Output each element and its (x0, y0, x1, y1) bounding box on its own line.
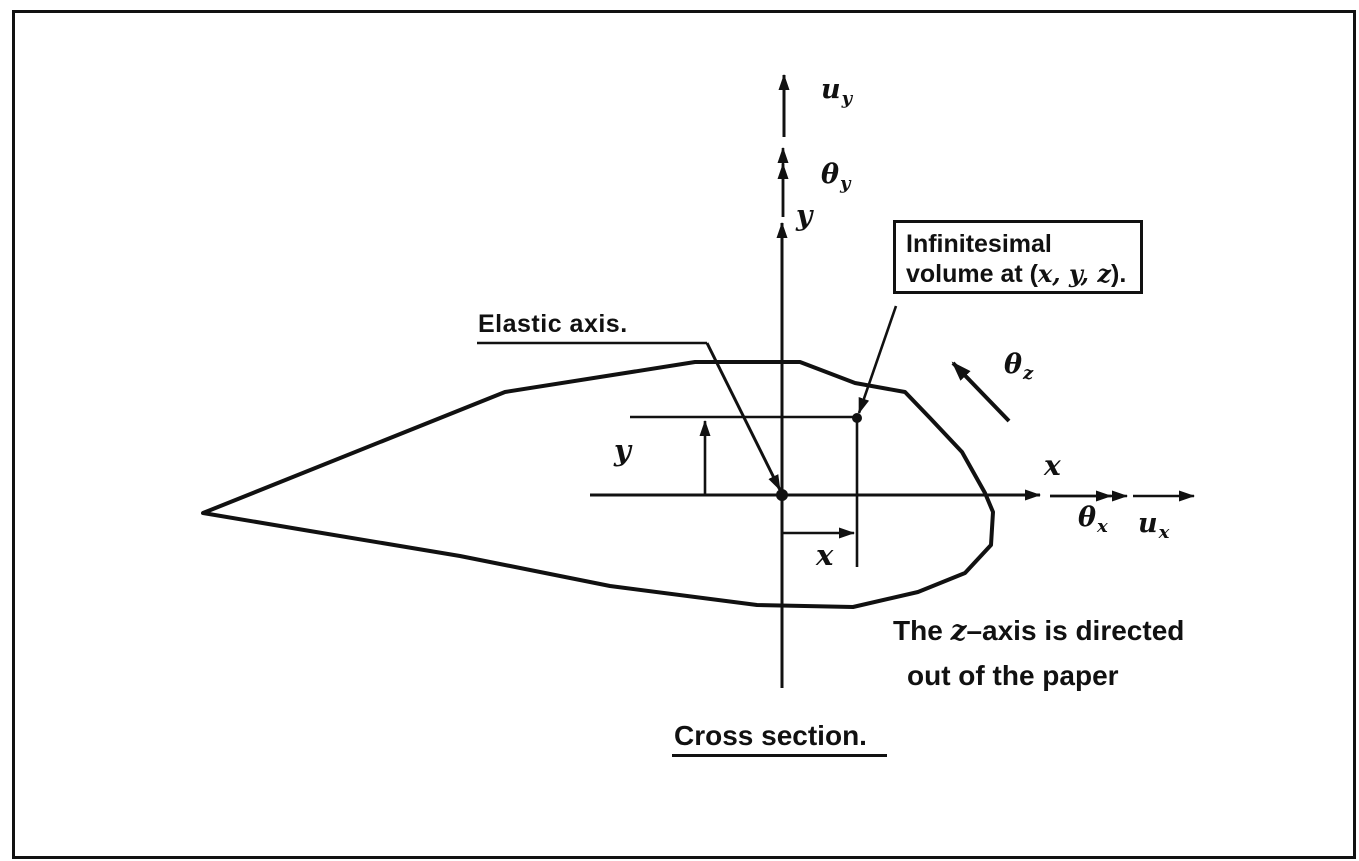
airfoil-outline (203, 362, 993, 607)
theta-y-base: θ (821, 159, 840, 190)
theta-x-base: θ (1078, 502, 1097, 533)
infinitesimal-volume-box (893, 220, 1143, 294)
theta-z-label (1004, 351, 1033, 383)
theta-z-arrow (953, 363, 1009, 421)
infinitesimal-box-line2 (906, 259, 1140, 289)
z-axis-note-line2: out of the paper (907, 660, 1119, 691)
z-axis-note (893, 608, 1184, 698)
z-axis-note-line1 (893, 608, 1184, 653)
u-x-base: u (1138, 508, 1158, 539)
z-note-post: –axis is directed (966, 615, 1185, 646)
theta-x-label (1078, 504, 1108, 536)
u-y-label (821, 76, 852, 108)
dim-x-label: x (816, 538, 834, 572)
u-y-sub: y (841, 88, 853, 109)
u-y-base: u (821, 74, 841, 105)
theta-z-base: θ (1004, 349, 1023, 380)
theta-z-sub: z (1023, 363, 1034, 384)
u-x-sub: x (1158, 522, 1170, 543)
z-note-var: z (950, 614, 967, 647)
z-note-pre: The (893, 615, 951, 646)
caption-text: Cross section. (672, 722, 887, 757)
box-line2-post: ). (1111, 260, 1127, 288)
y-axis-label: y (796, 199, 813, 232)
volume-point (852, 413, 862, 423)
dim-y-label: y (614, 433, 631, 467)
origin-point (776, 489, 788, 501)
box-line2-pre: volume at ( (906, 260, 1038, 288)
infinitesimal-box-line1: Infinitesimal (906, 230, 1052, 258)
elastic-axis-label: Elastic axis. (478, 310, 628, 338)
figure-caption (672, 722, 887, 757)
theta-x-sub: x (1097, 516, 1108, 537)
theta-y-label (821, 161, 850, 193)
box-line2-vars: x, y, z (1037, 259, 1111, 288)
u-x-label (1138, 510, 1169, 542)
x-axis-label: x (1044, 449, 1061, 482)
volume-leader (859, 306, 896, 413)
theta-y-sub: y (840, 173, 851, 194)
